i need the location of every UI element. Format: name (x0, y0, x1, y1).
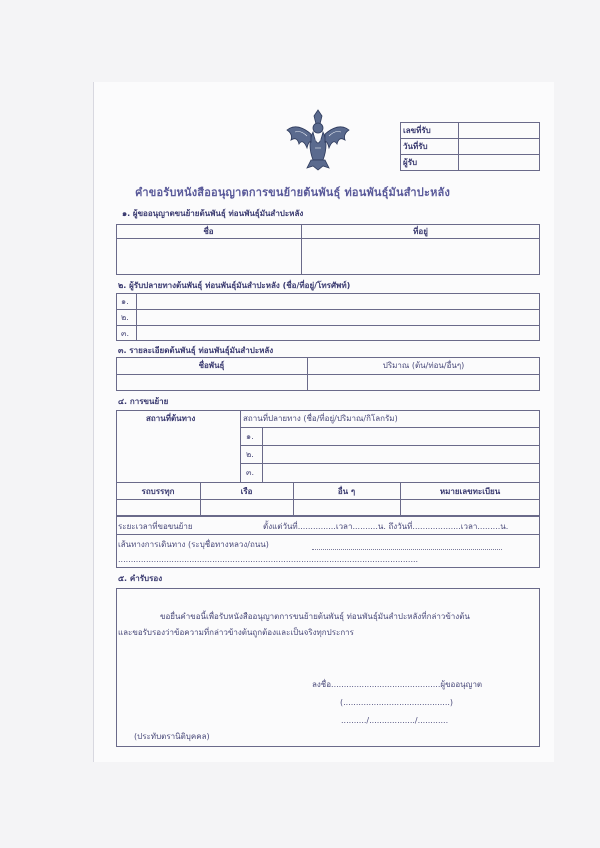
signature-line[interactable]: ลงชื่อ...........................................ผู้ขออนุญาต (312, 680, 483, 689)
destination-2-field[interactable] (263, 446, 539, 462)
section1-col-name: ชื่อ (203, 227, 214, 236)
route-label: เส้นทางการเดินทาง (ระบุชื่อทางหลวง/ถนน) (118, 540, 269, 549)
signature-date-line[interactable]: ........../................../............ (341, 716, 449, 725)
section2-row-3: ๓. (121, 329, 130, 338)
route-line-1[interactable] (312, 549, 502, 550)
destination-3-field[interactable] (263, 464, 539, 481)
destination-label: สถานที่ปลายทาง (ชื่อ/ที่อยู่/ปริมาณ/กิโลกรัม) (243, 414, 398, 423)
section5-heading: ๕. คำรับรอง (118, 574, 163, 583)
route-dots[interactable]: ...................................................................................................................... (118, 555, 419, 564)
applicant-address-field[interactable] (302, 239, 539, 274)
section2-row-2: ๒. (121, 313, 129, 322)
quantity-field[interactable] (308, 375, 539, 390)
variety-field[interactable] (117, 375, 306, 390)
truck-field[interactable] (117, 500, 199, 515)
period-text[interactable]: ตั้งแต่วันที่...............เวลา..........น. ถึงวันที่...................เวลา.........น. (263, 522, 509, 531)
certification-paragraph-2: และขอรับรองว่าข้อความที่กล่าวข้างต้นถูกต้องและเป็นจริงทุกประการ (118, 628, 354, 637)
section3-heading: ๓. รายละเอียดต้นพันธุ์ ท่อนพันธุ์มันสำปะหลัง (118, 346, 274, 355)
period-label: ระยะเวลาที่ขอขนย้าย (118, 522, 193, 531)
receipt-date-field[interactable] (459, 139, 539, 153)
destination-1-field[interactable] (263, 428, 539, 444)
garuda-emblem-icon (283, 104, 353, 172)
origin-field[interactable] (117, 428, 239, 481)
vehicle-truck-label: รถบรรทุก (141, 487, 175, 496)
section2-heading: ๒. ผู้รับปลายทางต้นพันธุ์ ท่อนพันธุ์มันสำปะหลัง (ชื่อ/ที่อยู่/โทรศัพท์) (118, 281, 351, 290)
recipient-1-field[interactable] (137, 294, 539, 308)
recipient-3-field[interactable] (137, 326, 539, 340)
boat-field[interactable] (201, 500, 292, 515)
receipt-number-label: เลขที่รับ (403, 126, 431, 135)
form-title: คำขอรับหนังสืออนุญาตการขนย้ายต้นพันธุ์ ท่อนพันธุ์มันสำปะหลัง (135, 186, 451, 199)
section3-col-quantity: ปริมาณ (ต้น/ท่อน/อื่นๆ) (382, 361, 465, 370)
vehicle-reg-label: หมายเลขทะเบียน (439, 487, 501, 496)
dest-row-3: ๓. (246, 468, 255, 477)
receipt-receiver-field[interactable] (459, 155, 539, 170)
dest-row-1: ๑. (246, 432, 254, 441)
section4-heading: ๔. การขนย้าย (118, 397, 169, 406)
dest-row-2: ๒. (246, 450, 254, 459)
section1-heading: ๑. ผู้ขออนุญาตขนย้ายต้นพันธุ์ ท่อนพันธุ์มันสำปะหลัง (122, 209, 304, 218)
other-vehicle-field[interactable] (294, 500, 399, 515)
stamp-note: (ประทับตรานิติบุคคล) (134, 732, 210, 741)
certification-paragraph-1: ขอยื่นคำขอนี้เพื่อรับหนังสืออนุญาตการขนย้ายต้นพันธุ์ ท่อนพันธุ์มันสำปะหลังที่กล่าวข้างต้น (160, 612, 470, 621)
receipt-number-field[interactable] (459, 123, 539, 137)
section1-col-address: ที่อยู่ (413, 227, 428, 236)
origin-label: สถานที่ต้นทาง (146, 414, 196, 423)
vehicle-other-label: อื่น ๆ (337, 487, 356, 496)
section2-row-1: ๑. (121, 297, 129, 306)
receipt-receiver-label: ผู้รับ (403, 158, 418, 167)
registration-field[interactable] (401, 500, 539, 515)
section3-col-variety: ชื่อพันธุ์ (198, 361, 225, 370)
receipt-date-label: วันที่รับ (403, 142, 428, 151)
signature-name-paren[interactable]: (..........................................) (340, 698, 454, 707)
vehicle-boat-label: เรือ (240, 487, 253, 496)
applicant-name-field[interactable] (117, 239, 300, 274)
recipient-2-field[interactable] (137, 310, 539, 324)
